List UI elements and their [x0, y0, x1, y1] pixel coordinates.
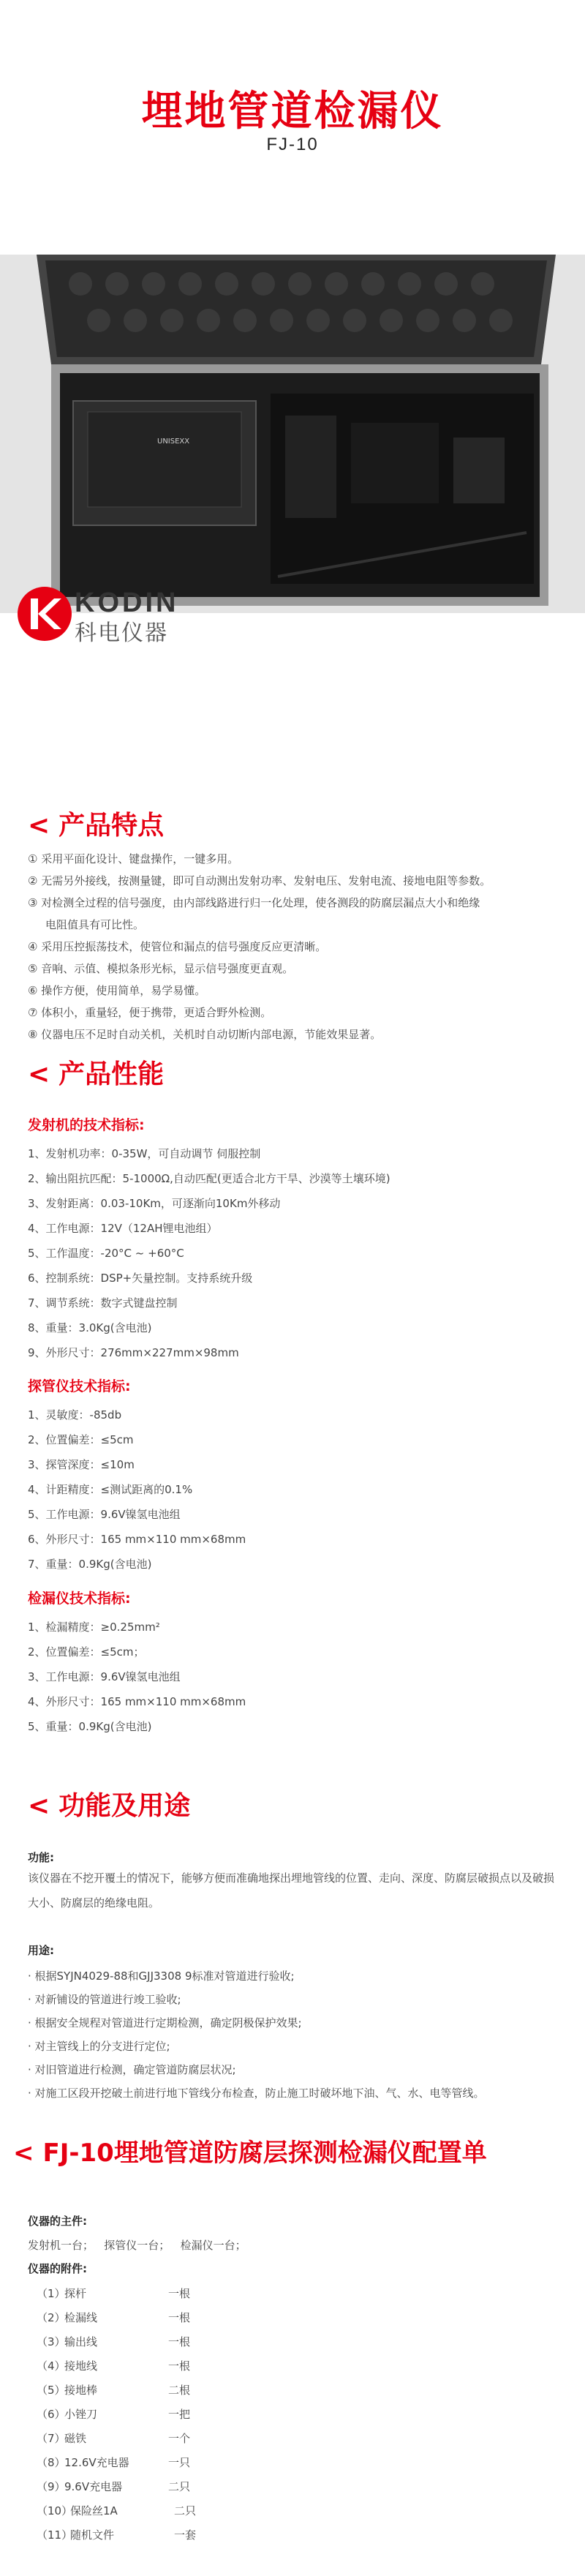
function-label: 功能: — [28, 1851, 54, 1864]
spec-item: 1、发射机功率：0-35W，可自动调节 伺服控制 — [28, 1147, 261, 1160]
part-number: （11） — [37, 2528, 73, 2542]
part-name: 保险丝1A — [70, 2504, 118, 2517]
feature-item: ⑦ 体积小，重量轻，便于携带，更适合野外检测。 — [28, 1006, 272, 1019]
use-item: · 根据SYJN4029-88和GJJ3308 9标准对管道进行验收; — [28, 1969, 295, 1983]
use-item: · 对主管线上的分支进行定位; — [28, 2040, 170, 2053]
part-name: 输出线 — [64, 2335, 98, 2348]
part-name: 小锉刀 — [64, 2408, 98, 2421]
spec-item: 7、重量：0.9Kg(含电池) — [28, 1558, 152, 1571]
use-item: · 对施工区段开挖破土前进行地下管线分布检查，防止施工时破坏地下油、气、水、电等管线。 — [28, 2087, 485, 2100]
section-title-usage: < 功能及用途 — [28, 1791, 191, 1821]
part-quantity: 一根 — [168, 2287, 191, 2300]
part-quantity: 二只 — [174, 2504, 197, 2517]
main-parts: 发射机一台； 探管仪一台； 检漏仪一台； — [28, 2239, 246, 2252]
feature-item: ⑧ 仪器电压不足时自动关机，关机时自动切断内部电源，节能效果显著。 — [28, 1028, 382, 1041]
feature-item: ② 无需另外接线，按测量键，即可自动测出发射功率、发射电压、发射电流、接地电阻等参数。 — [28, 874, 491, 887]
part-number: （2） — [37, 2311, 66, 2324]
feature-item: ⑤ 音响、示值、模拟条形光标，显示信号强度更直观。 — [28, 962, 294, 975]
spec-item: 5、重量：0.9Kg(含电池) — [28, 1720, 152, 1733]
spec-item: 6、外形尺寸：165 mm×110 mm×68mm — [28, 1533, 246, 1546]
feature-item: ① 采用平面化设计、键盘操作，一键多用。 — [28, 852, 239, 865]
part-quantity: 一根 — [168, 2335, 191, 2348]
section-title-config: < FJ-10埋地管道防腐层探测检漏仪配置单 — [13, 2138, 487, 2168]
part-number: （3） — [37, 2335, 66, 2348]
part-quantity: 二根 — [168, 2384, 191, 2397]
part-name: 探杆 — [64, 2287, 87, 2300]
spec-item: 1、检漏精度：≥0.25mm² — [28, 1621, 160, 1634]
feature-item: 电阻值具有可比性。 — [45, 918, 145, 931]
section-title-features: < 产品特点 — [28, 811, 165, 841]
brand-logo-icon — [16, 585, 73, 642]
part-name: 随机文件 — [70, 2528, 115, 2542]
spec-item: 3、发射距离：0.03-10Km，可逐渐向10Km外移动 — [28, 1197, 281, 1210]
leak-spec-title: 检漏仪技术指标: — [28, 1591, 131, 1607]
part-name: 检漏线 — [64, 2311, 98, 2324]
accessories-label: 仪器的附件: — [28, 2262, 87, 2275]
part-number: （6） — [37, 2408, 66, 2421]
use-label: 用途: — [28, 1944, 54, 1957]
spec-item: 8、重量：3.0Kg(含电池) — [28, 1321, 152, 1334]
brand-name-cn: 科电仪器 — [75, 620, 168, 646]
transmitter-spec-title: 发射机的技术指标: — [28, 1117, 145, 1133]
part-number: （5） — [37, 2384, 66, 2397]
use-item: · 对旧管道进行检测，确定管道防腐层状况; — [28, 2063, 236, 2076]
spec-item: 6、控制系统：DSP+矢量控制。支持系统升级 — [28, 1272, 253, 1285]
spec-item: 4、计距精度：≤测试距离的0.1% — [28, 1483, 193, 1496]
part-number: （1） — [37, 2287, 66, 2300]
spec-item: 2、位置偏差：≤5cm — [28, 1433, 134, 1446]
spec-item: 2、位置偏差：≤5cm； — [28, 1645, 145, 1659]
part-quantity: 一只 — [168, 2456, 191, 2469]
spec-item: 2、输出阻抗匹配：5-1000Ω,自动匹配(更适合北方干旱、沙漠等土壤环境) — [28, 1172, 390, 1185]
part-name: 接地棒 — [64, 2384, 98, 2397]
part-name: 接地线 — [64, 2359, 98, 2373]
spec-item: 5、工作电源：9.6V镍氢电池组 — [28, 1508, 181, 1521]
part-quantity: 一根 — [168, 2311, 191, 2324]
brand-name: KODIN — [75, 587, 179, 618]
spec-item: 3、工作电源：9.6V镍氢电池组 — [28, 1670, 181, 1683]
device-label: UNISEXX — [157, 438, 190, 446]
part-number: （9） — [37, 2480, 66, 2493]
spec-item: 9、外形尺寸：276mm×227mm×98mm — [28, 1346, 239, 1359]
part-name: 磁铁 — [64, 2432, 87, 2445]
part-number: （8） — [37, 2456, 66, 2469]
part-quantity: 二只 — [168, 2480, 191, 2493]
spec-item: 4、外形尺寸：165 mm×110 mm×68mm — [28, 1695, 246, 1708]
part-number: （4） — [37, 2359, 66, 2373]
part-quantity: 一把 — [168, 2408, 191, 2421]
feature-item: ③ 对检测全过程的信号强度，由内部线路进行归一化处理，使各测段的防腐层漏点大小和绝缘 — [28, 896, 480, 909]
feature-item: ④ 采用压控振荡技术，使管位和漏点的信号强度反应更清晰。 — [28, 940, 327, 953]
spec-item: 1、灵敏度：-85db — [28, 1408, 122, 1422]
main-parts-label: 仪器的主件: — [28, 2215, 87, 2228]
section-title-performance: < 产品性能 — [28, 1059, 165, 1089]
product-photo — [0, 255, 585, 613]
locator-spec-title: 探管仪技术指标: — [28, 1378, 131, 1394]
function-text: 该仪器在不挖开覆土的情况下，能够方便而准确地探出埋地管线的位置、走向、深度、防腐层破损点以及破损大小、防腐层的绝缘电阻。 — [28, 1871, 555, 1910]
spec-item: 7、调节系统：数字式键盘控制 — [28, 1296, 178, 1310]
equipment-case-illustration — [0, 255, 585, 613]
part-quantity: 一个 — [168, 2432, 191, 2445]
part-name: 12.6V充电器 — [64, 2456, 129, 2469]
model-number: FJ-10 — [266, 135, 319, 154]
part-name: 9.6V充电器 — [64, 2480, 123, 2493]
part-number: （10） — [37, 2504, 73, 2517]
part-quantity: 一套 — [174, 2528, 197, 2542]
feature-item: ⑥ 操作方便，使用简单，易学易懂。 — [28, 984, 206, 997]
spec-item: 4、工作电源：12V（12AH锂电池组） — [28, 1222, 218, 1235]
page-title: 埋地管道检漏仪 — [141, 88, 444, 135]
part-number: （7） — [37, 2432, 66, 2445]
use-item: · 对新铺设的管道进行竣工验收; — [28, 1993, 181, 2006]
spec-item: 3、探管深度：≤10m — [28, 1458, 135, 1471]
use-item: · 根据安全规程对管道进行定期检测，确定阴极保护效果; — [28, 2016, 302, 2029]
part-quantity: 一根 — [168, 2359, 191, 2373]
spec-item: 5、工作温度：-20°C ~ +60°C — [28, 1247, 184, 1260]
